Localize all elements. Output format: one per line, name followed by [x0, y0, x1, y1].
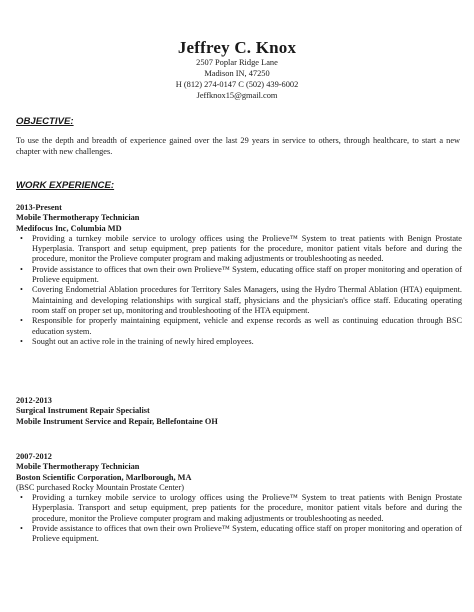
job-company: Boston Scientific Corporation, Marlborough, MA	[16, 472, 192, 482]
bullet-icon: •	[20, 316, 23, 326]
job-company: Mobile Instrument Service and Repair, Bellefontaine OH	[16, 416, 218, 426]
list-item	[16, 265, 462, 286]
candidate-name: Jeffrey C. Knox	[177, 38, 297, 57]
bullet-text: Sought out an active role in the training of newly hired employees.	[32, 336, 254, 346]
bullet-text: Provide assistance to offices that own their own Prolieve™ System, educating office staff on proper monitoring and operation of Prolieve equipment.	[32, 264, 462, 285]
job-dates: 2012-2013	[16, 396, 52, 405]
objective-heading: OBJECTIVE:	[16, 116, 74, 127]
phone-numbers: H (812) 274-0147 C (502) 439-6002	[175, 80, 299, 89]
job-title: Surgical Instrument Repair Specialist	[16, 406, 150, 416]
bullet-text: Responsible for properly maintaining equipment, vehicle and expense records as well as continuing education through BSC education system.	[32, 316, 462, 336]
job-dates: 2013-Present	[16, 203, 62, 212]
job-dates: 2007-2012	[16, 452, 52, 461]
job-entry-3	[16, 452, 462, 545]
list-item	[16, 285, 462, 316]
job-title: Mobile Thermotherapy Technician	[16, 213, 140, 223]
list-item	[16, 337, 462, 347]
bullet-icon: •	[20, 524, 23, 534]
job-bullet-list	[16, 234, 462, 347]
work-experience-heading: WORK EXPERIENCE:	[16, 180, 115, 191]
job-note: (BSC purchased Rocky Mountain Prostate Center)	[16, 482, 184, 492]
bullet-icon: •	[20, 264, 23, 274]
email-address: Jeffknox15@gmail.com	[196, 91, 278, 100]
job-bullet-list	[16, 493, 462, 544]
job-entry-1	[16, 203, 462, 347]
bullet-icon: •	[20, 336, 23, 346]
address-line-2: Madison IN, 47250	[204, 69, 270, 78]
list-item	[16, 316, 462, 337]
job-company: Medifocus Inc, Columbia MD	[16, 223, 122, 233]
list-item	[16, 524, 462, 545]
bullet-text: Covering Endometrial Ablation procedures for Territory Sales Managers, using the Hydro Thermal Ablation (HTA) equipment. Maintaining and developing relationships with surgical staff, physicians and the physician's office staff. Educating operating room staff on proper set up, monitoring and troubleshooting of the HTA equipment.	[32, 285, 462, 315]
objective-text: To use the depth and breadth of experience gained over the last 29 years in service to others, through healthcare, to start a new chapter with new challenges.	[16, 136, 460, 156]
list-item	[16, 493, 462, 524]
bullet-icon: •	[20, 285, 23, 295]
address-line-1: 2507 Poplar Ridge Lane	[196, 58, 278, 67]
job-entry-2	[16, 396, 462, 427]
bullet-text: Provide assistance to offices that own their own Prolieve™ System, educating office staff on proper monitoring and operation of Prolieve equipment.	[32, 524, 462, 544]
job-title: Mobile Thermotherapy Technician	[16, 462, 140, 472]
bullet-icon: •	[20, 493, 23, 503]
list-item	[16, 234, 462, 265]
bullet-text: Providing a turnkey mobile service to urology offices using the Prolieve™ System to treat patients with Benign Prostate Hyperplasia. Transport and setup equipment, prep patients for the procedure, monitor patient vitals before and during the procedure, monitor the Prolieve computer program and making adjustments or troubleshooting as needed.	[32, 493, 462, 523]
bullet-text: Providing a turnkey mobile service to urology offices using the Prolieve™ System to treat patients with Benign Prostate Hyperplasia. Transport and setup equipment, prep patients for the procedure, monitor patient vitals before and during the procedure, monitor the Prolieve computer program and making adjustments or troubleshooting as needed.	[32, 233, 462, 264]
bullet-icon: •	[20, 233, 23, 243]
